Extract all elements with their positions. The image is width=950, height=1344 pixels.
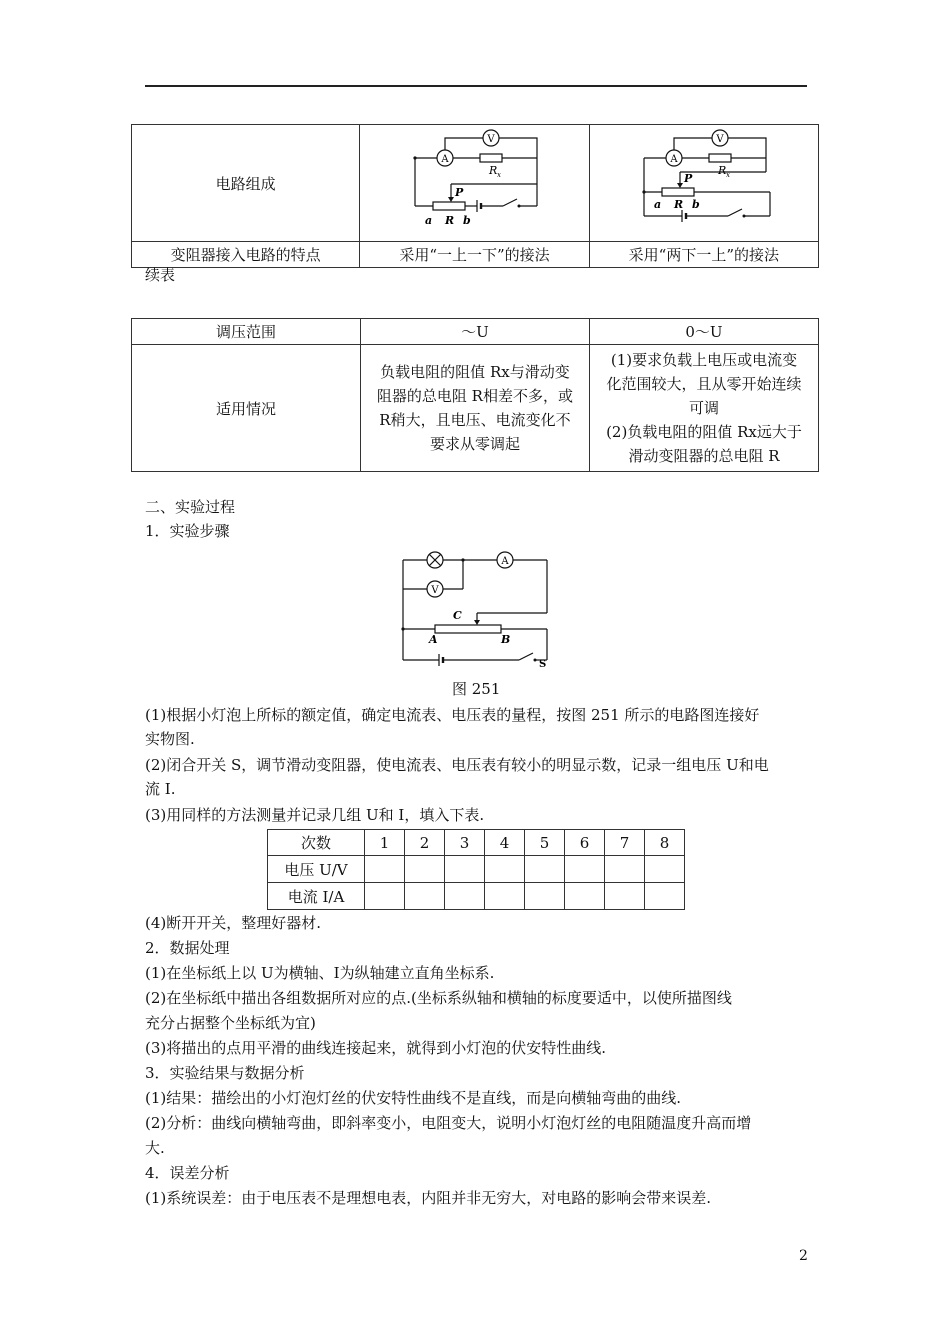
body-line: 3．实验结果与数据分析 <box>145 1064 305 1082</box>
data-cell[interactable] <box>605 883 645 910</box>
continued-label: 续表 <box>145 266 176 284</box>
usage-divider <box>360 345 589 472</box>
step-line: 实物图. <box>145 730 195 748</box>
usage-label: 适用情况 <box>132 345 361 472</box>
header-cell: 7 <box>605 830 645 856</box>
header-cell: 2 <box>405 830 445 856</box>
data-cell[interactable] <box>485 856 525 883</box>
rx-sub-label: x <box>496 171 501 179</box>
divider-circuit-diagram <box>360 125 589 242</box>
row-label-current: 电流 I/A <box>268 883 365 910</box>
row-label-voltage: 电压 U/V <box>268 856 365 883</box>
body-line: (4)断开开关，整理好器材. <box>145 914 322 932</box>
figure-caption: 图 251 <box>452 680 501 698</box>
range-potentiometer: 0～U <box>589 319 818 345</box>
r-label-2: R <box>673 198 683 211</box>
data-cell[interactable] <box>645 856 685 883</box>
section-heading: 二、实验过程 <box>145 498 236 516</box>
data-cell[interactable] <box>445 856 485 883</box>
data-cell[interactable] <box>565 883 605 910</box>
data-cell[interactable] <box>365 856 405 883</box>
body-line: (3)将描出的点用平滑的曲线连接起来，就得到小灯泡的伏安特性曲线. <box>145 1039 607 1057</box>
feature-potentiometer: 采用“两下一上”的接法 <box>589 242 818 268</box>
step-line: (3)用同样的方法测量并记录几组 U和 I，填入下表. <box>145 806 485 824</box>
voltmeter-label-2: V <box>716 134 724 145</box>
header-cell: 1 <box>365 830 405 856</box>
fig-voltmeter-label: V <box>431 585 439 596</box>
page-number: 2 <box>799 1248 808 1264</box>
body-line: (2)在坐标纸中描出各组数据所对应的点.(坐标系纵轴和横轴的标度要适中，以使所描图线 <box>145 989 732 1007</box>
data-cell[interactable] <box>645 883 685 910</box>
data-cell[interactable] <box>365 883 405 910</box>
range-label: 调压范围 <box>132 319 361 345</box>
potentiometer-circuit-svg <box>634 126 774 236</box>
data-cell[interactable] <box>485 883 525 910</box>
usage-pot-line: 可调 <box>688 399 719 417</box>
usage-pot-line: (1)要求负载上电压或电流变 <box>610 351 798 369</box>
data-cell[interactable] <box>525 856 565 883</box>
p-label: P <box>454 186 463 199</box>
row-label-composition: 电路组成 <box>132 125 360 242</box>
circuit-table <box>131 124 819 268</box>
ammeter-label-2: A <box>670 154 678 165</box>
b-label: b <box>462 214 471 227</box>
header-cell: 5 <box>525 830 565 856</box>
usage-divider-line: 要求从零调起 <box>429 435 520 453</box>
body-line: (2)分析：曲线向横轴弯曲，即斜率变小，电阻变大，说明小灯泡灯丝的电阻随温度升高而增 <box>145 1114 752 1132</box>
usage-pot-line: 化范围较大，且从零开始连续 <box>606 375 802 393</box>
body-line: (1)系统误差：由于电压表不是理想电表，内阻并非无穷大，对电路的影响会带来误差. <box>145 1189 712 1207</box>
data-cell[interactable] <box>565 856 605 883</box>
data-cell[interactable] <box>405 883 445 910</box>
data-cell[interactable] <box>525 883 565 910</box>
range-divider: ～U <box>360 319 589 345</box>
r-label: R <box>444 214 454 227</box>
step-line: (2)闭合开关 S，调节滑动变阻器，使电流表、电压表有较小的明显示数，记录一组电压 U和电 <box>145 756 769 774</box>
ammeter-label: A <box>440 154 449 165</box>
usage-potentiometer <box>589 345 818 472</box>
usage-pot-line: 滑动变阻器的总电阻 R <box>628 447 780 465</box>
body-line: 2．数据处理 <box>145 939 230 957</box>
usage-divider-line: R稍大，且电压、电流变化不 <box>379 411 571 429</box>
step-line: 流 I. <box>145 780 176 798</box>
subsection-steps: 1．实验步骤 <box>145 522 230 540</box>
a-label: a <box>424 214 432 227</box>
b-label-2: b <box>691 198 700 211</box>
usage-pot-line: (2)负载电阻的阻值 Rx远大于 <box>606 423 802 441</box>
data-record-table <box>267 829 685 910</box>
header-cell: 次数 <box>268 830 365 856</box>
body-line: (1)在坐标纸上以 U为横轴、I为纵轴建立直角坐标系. <box>145 964 495 982</box>
step-line: (1)根据小灯泡上所标的额定值，确定电流表、电压表的量程，按图 251 所示的电路图连接好 <box>145 706 760 724</box>
body-line: (1)结果：描绘出的小灯泡灯丝的伏安特性曲线不是直线，而是向横轴弯曲的曲线. <box>145 1089 682 1107</box>
usage-divider-line: 负载电阻的阻值 Rx与滑动变 <box>380 363 570 381</box>
body-line: 4．误差分析 <box>145 1164 230 1182</box>
header-rule <box>145 85 807 87</box>
fig-a-label: A <box>429 633 438 646</box>
p-label-2: P <box>683 172 693 185</box>
data-cell[interactable] <box>445 883 485 910</box>
header-cell: 4 <box>485 830 525 856</box>
usage-divider-line: 阻器的总电阻 R相差不多，或 <box>376 387 573 405</box>
rx-label: R <box>488 164 497 177</box>
body-line: 大. <box>145 1139 165 1157</box>
voltmeter-label: V <box>486 134 495 145</box>
divider-circuit-svg <box>405 126 545 236</box>
comparison-table <box>131 318 819 472</box>
row-label-feature: 变阻器接入电路的特点 <box>132 242 360 268</box>
data-cell[interactable] <box>605 856 645 883</box>
a-label-2: a <box>653 198 661 211</box>
fig-b-label: B <box>501 633 511 646</box>
figure-251-circuit <box>395 545 555 667</box>
body-line: 充分占据整个坐标纸为宜) <box>145 1014 316 1032</box>
header-cell: 3 <box>445 830 485 856</box>
rx-label-2: R <box>717 164 727 177</box>
feature-divider: 采用“一上一下”的接法 <box>360 242 589 268</box>
fig-ammeter-label: A <box>501 556 509 567</box>
fig-c-label: C <box>453 609 462 622</box>
data-cell[interactable] <box>405 856 445 883</box>
header-cell: 8 <box>645 830 685 856</box>
fig-s-label: S <box>539 659 547 667</box>
header-cell: 6 <box>565 830 605 856</box>
rx-sub-label-2: x <box>725 171 730 179</box>
potentiometer-circuit-diagram <box>589 125 818 242</box>
